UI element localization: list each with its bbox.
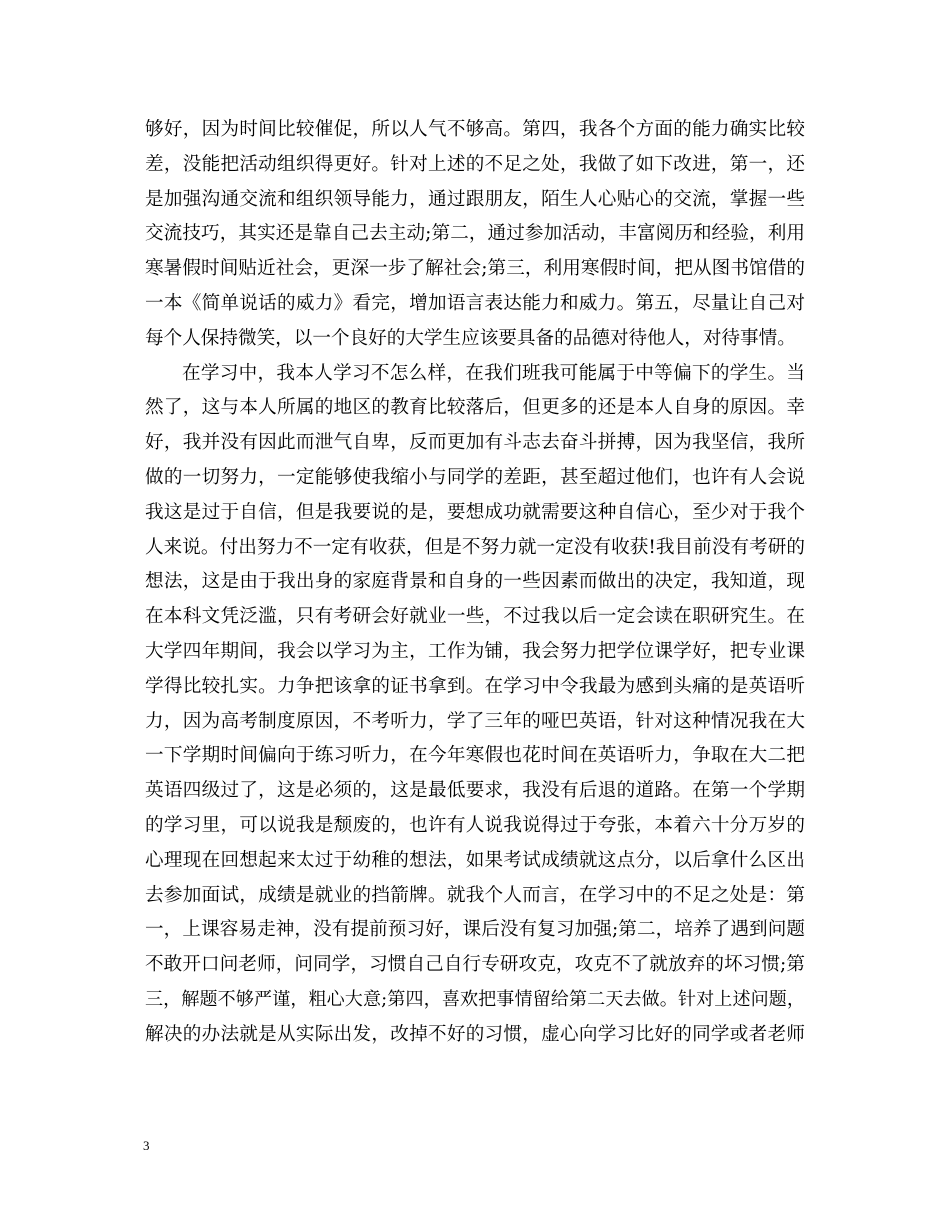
text-line: 差，没能把活动组织得更好。针对上述的不足之处，我做了如下改进，第一，还 [145,153,805,175]
text-line: 英语四级过了，这是必须的，这是最低要求，我没有后退的道路。在第一个学期 [145,780,805,802]
document-body [145,113,805,1053]
text-line: 想法，这是由于我出身的家庭背景和自身的一些因素而做出的决定，我知道，现 [145,571,805,593]
text-line: 好，我并没有因此而泄气自卑，反而更加有斗志去奋斗拼搏，因为我坚信，我所 [145,432,805,454]
text-line: 够好，因为时间比较催促，所以人气不够高。第四，我各个方面的能力确实比较 [145,119,805,140]
text-line: 我这是过于自信，但是我要说的是，要想成功就需要这种自信心，至少对于我个 [145,501,805,523]
paragraph-2 [145,357,805,1053]
text-line: 一下学期时间偏向于练习听力，在今年寒假也花时间在英语听力，争取在大二把 [145,745,805,767]
text-line: 力，因为高考制度原因，不考听力，学了三年的哑巴英语，针对这种情况我在大 [145,710,805,732]
text-line: 解决的办法就是从实际出发，改掉不好的习惯，虚心向学习比好的同学或者老师 [145,1023,805,1045]
text-line: 是加强沟通交流和组织领导能力，通过跟朋友，陌生人心贴心的交流，掌握一些 [145,188,805,210]
text-line: 一，上课容易走神，没有提前预习好，课后没有复习加强;第二，培养了遇到问题 [145,919,805,941]
text-line: 人来说。付出努力不一定有收获，但是不努力就一定没有收获!我目前没有考研的 [145,536,805,558]
text-line: 去参加面试，成绩是就业的挡箭牌。就我个人而言，在学习中的不足之处是：第 [145,884,805,906]
text-line: 交流技巧，其实还是靠自己去主动;第二，通过参加活动，丰富阅历和经验，利用 [145,223,805,245]
text-line: 学得比较扎实。力争把该拿的证书拿到。在学习中令我最为感到头痛的是英语听 [145,675,805,697]
text-line: 心理现在回想起来太过于幼稚的想法，如果考试成绩就这点分，以后拿什么区出 [145,849,805,871]
text-line: 的学习里，可以说我是颓废的，也许有人说我说得过于夸张，本着六十分万岁的 [145,814,805,836]
text-line: 寒暑假时间贴近社会，更深一步了解社会;第三，利用寒假时间，把从图书馆借的 [145,258,805,280]
text-line: 然了，这与本人所属的地区的教育比较落后，但更多的还是本人自身的原因。幸 [145,397,805,419]
text-line: 不敢开口问老师，问同学，习惯自己自行专研攻克，攻克不了就放弃的坏习惯;第 [145,954,805,976]
text-line: 每个人保持微笑，以一个良好的大学生应该要具备的品德对待他人，对待事情。 [145,327,796,349]
text-line: 做的一切努力，一定能够使我缩小与同学的差距，甚至超过他们，也许有人会说 [145,466,805,488]
text-line: 在本科文凭泛滥，只有考研会好就业一些，不过我以后一定会读在职研究生。在 [145,606,805,628]
text-line: 一本《简单说话的威力》看完，增加语言表达能力和威力。第五，尽量让自己对 [145,292,805,314]
page-number: 3 [143,1138,150,1153]
text-line: 在学习中，我本人学习不怎么样，在我们班我可能属于中等偏下的学生。当 [182,362,805,384]
text-line: 大学四年期间，我会以学习为主，工作为铺，我会努力把学位课学好，把专业课 [145,640,805,662]
text-line: 三，解题不够严谨，粗心大意;第四，喜欢把事情留给第二天去做。针对上述问题， [145,988,805,1010]
paragraph-1 [145,113,805,357]
